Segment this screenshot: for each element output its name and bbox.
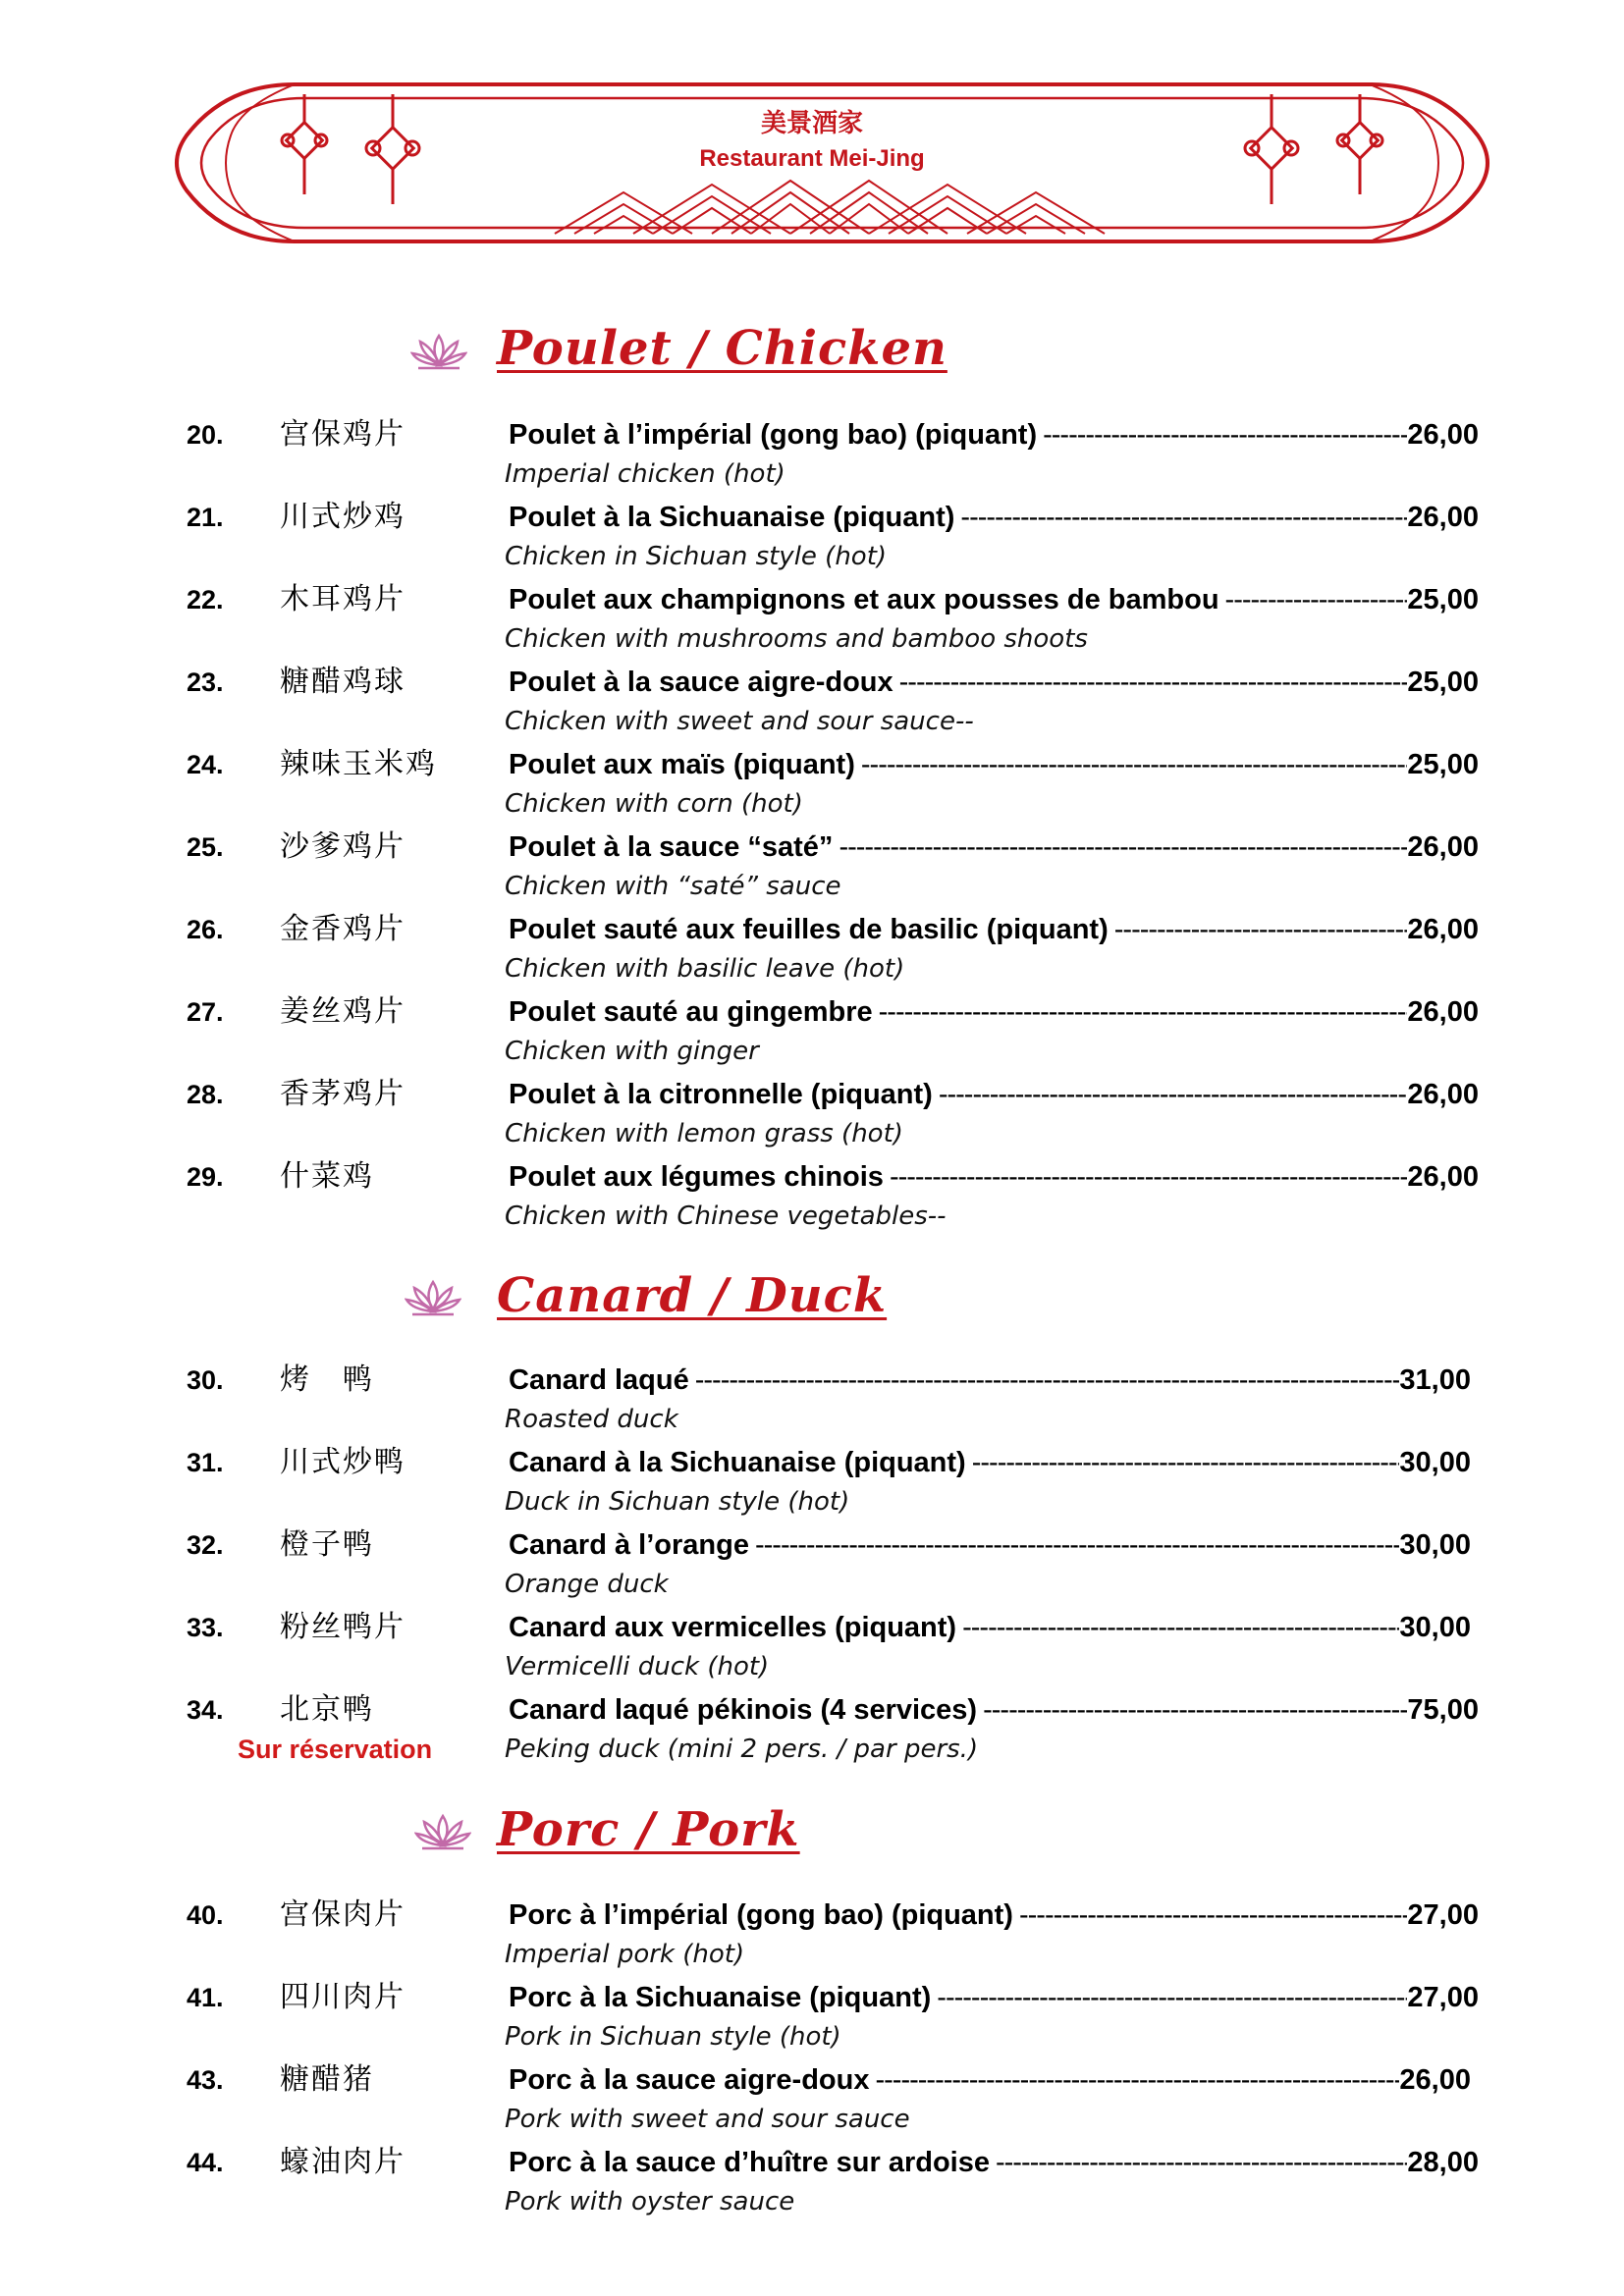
item-english-name: Chicken with “saté” sauce [505,872,841,901]
lotus-icon [405,1278,461,1317]
item-french-name: Poulet à la citronnelle (piquant) [509,1079,933,1110]
menu-item [0,992,1624,1075]
item-price: 25,00 [1407,667,1479,698]
item-english-name: Chicken with basilic leave (hot) [505,954,905,984]
item-price: 75,00 [1407,1694,1479,1726]
item-english-name: Roasted duck [505,1405,678,1434]
item-price: 26,00 [1407,914,1479,945]
item-french-name: Poulet sauté au gingembre [509,996,873,1028]
item-chinese-name: 四川肉片 [280,1980,406,2014]
item-chinese-name: 什菜鸡 [280,1159,374,1194]
item-chinese-name: 糖醋猪 [280,2062,374,2097]
item-english-name: Vermicelli duck (hot) [505,1652,770,1682]
item-french-name: Poulet aux champignons et aux pousses de bambou [509,584,1219,615]
item-chinese-name: 金香鸡片 [280,912,406,946]
item-chinese-name: 糖醋鸡球 [280,665,406,699]
item-french-name: Porc à la Sichuanaise (piquant) [509,1982,932,2013]
section-title-chicken: Poulet / Chicken [497,321,947,376]
item-price: 30,00 [1399,1612,1471,1643]
item-price: 26,00 [1407,419,1479,451]
item-french-name: Poulet aux légumes chinois [509,1161,884,1193]
item-chinese-name: 北京鸭 [280,1692,374,1727]
leader-dots [931,1978,1407,2017]
menu-item [0,580,1624,663]
item-french-name: Porc à l’impérial (gong bao) (piquant) [509,1899,1013,1931]
menu-item [0,1608,1624,1690]
menu-item [0,2060,1624,2143]
item-english-name: Chicken with corn (hot) [505,789,803,819]
mountain-wave-icon [555,181,1105,234]
item-number: 24. [187,750,224,779]
item-price: 30,00 [1399,1447,1471,1478]
item-french-name: Canard laqué pékinois (4 services) [509,1694,978,1726]
item-price: 26,00 [1399,2064,1471,2096]
leader-dots [1013,1896,1407,1935]
leader-dots [933,1075,1408,1114]
item-chinese-name: 蠔油肉片 [280,2145,406,2179]
item-english-name: Chicken with ginger [505,1037,759,1066]
leader-dots [1219,580,1408,619]
menu-item [0,1157,1624,1240]
item-french-name: Canard à l’orange [509,1529,749,1561]
reservation-note: Sur réservation [238,1735,433,1764]
menu-item [0,1443,1624,1525]
leader-dots [1037,415,1407,454]
item-price: 27,00 [1407,1899,1479,1931]
item-number: 31. [187,1448,224,1477]
item-price: 26,00 [1407,502,1479,533]
leader-dots [833,828,1407,867]
menu-item [0,663,1624,745]
item-chinese-name: 宫保鸡片 [280,417,406,452]
item-english-name: Chicken with sweet and sour sauce-- [505,707,974,736]
item-chinese-name: 烤 鸭 [280,1362,374,1397]
item-number: 20. [187,420,224,450]
item-number: 28. [187,1080,224,1109]
menu-item [0,1361,1624,1443]
item-chinese-name: 川式炒鸭 [280,1445,406,1479]
menu-item [0,415,1624,498]
lotus-icon [410,332,467,371]
item-french-name: Porc à la sauce d’huître sur ardoise [509,2147,990,2178]
section-title-duck: Canard / Duck [497,1268,888,1323]
menu-item [0,1690,1624,1773]
item-english-name: Chicken with Chinese vegetables-- [505,1201,947,1231]
item-number: 43. [187,2065,224,2095]
leader-dots [977,1690,1407,1730]
item-number: 21. [187,503,224,532]
item-number: 40. [187,1900,224,1930]
menu-item [0,1525,1624,1608]
restaurant-chinese-name: 美景酒家 [760,109,863,138]
item-number: 29. [187,1162,224,1192]
lotus-icon [414,1812,471,1851]
item-english-name: Pork with sweet and sour sauce [505,2105,910,2134]
leader-dots [873,992,1408,1032]
item-price: 25,00 [1407,749,1479,780]
leader-dots [966,1443,1400,1482]
item-number: 22. [187,585,224,614]
item-french-name: Canard aux vermicelles (piquant) [509,1612,957,1643]
item-chinese-name: 宫保肉片 [280,1897,406,1932]
item-english-name: Pork with oyster sauce [505,2187,795,2216]
item-price: 28,00 [1407,2147,1479,2178]
item-english-name: Peking duck (mini 2 pers. / par pers.) [505,1735,979,1764]
item-english-name: Imperial pork (hot) [505,1940,745,1969]
menu-item [0,910,1624,992]
item-french-name: Poulet à la sauce “saté” [509,831,834,863]
restaurant-name: Restaurant Mei-Jing [699,145,925,172]
item-chinese-name: 橙子鸭 [280,1527,374,1562]
leader-dots [893,663,1408,702]
menu-item [0,498,1624,580]
leader-dots [749,1525,1399,1565]
item-chinese-name: 香茅鸡片 [280,1077,406,1111]
item-chinese-name: 辣味玉米鸡 [280,747,437,781]
item-french-name: Poulet aux maïs (piquant) [509,749,855,780]
item-french-name: Canard à la Sichuanaise (piquant) [509,1447,966,1478]
leader-dots [855,745,1408,784]
leader-dots [689,1361,1400,1400]
leader-dots [869,2060,1399,2100]
item-price: 25,00 [1407,584,1479,615]
item-price: 27,00 [1407,1982,1479,2013]
item-number: 23. [187,667,224,697]
leader-dots [954,498,1407,537]
item-price: 26,00 [1407,996,1479,1028]
item-chinese-name: 川式炒鸡 [280,500,406,534]
item-chinese-name: 粉丝鸭片 [280,1610,406,1644]
item-price: 26,00 [1407,1161,1479,1193]
item-price: 31,00 [1399,1364,1471,1396]
item-english-name: Imperial chicken (hot) [505,459,785,489]
menu-item [0,1075,1624,1157]
item-french-name: Poulet à la sauce aigre-doux [509,667,893,698]
item-number: 41. [187,1983,224,2012]
leader-dots [884,1157,1407,1197]
header-titles [0,106,1624,177]
item-french-name: Porc à la sauce aigre-doux [509,2064,870,2096]
menu-item [0,1896,1624,1978]
menu-item [0,2143,1624,2225]
item-number: 26. [187,915,224,944]
item-chinese-name: 木耳鸡片 [280,582,406,616]
section-title-pork: Porc / Pork [497,1802,800,1857]
item-number: 34. [187,1695,224,1725]
item-french-name: Poulet à l’impérial (gong bao) (piquant) [509,419,1038,451]
item-number: 32. [187,1530,224,1560]
item-price: 30,00 [1399,1529,1471,1561]
menu-item [0,1978,1624,2060]
item-chinese-name: 姜丝鸡片 [280,994,406,1029]
item-english-name: Chicken in Sichuan style (hot) [505,542,888,571]
item-price: 26,00 [1407,831,1479,863]
item-english-name: Chicken with lemon grass (hot) [505,1119,903,1148]
item-price: 26,00 [1407,1079,1479,1110]
menu-item [0,745,1624,828]
item-number: 27. [187,997,224,1027]
item-french-name: Poulet sauté aux feuilles de basilic (piquant) [509,914,1109,945]
item-english-name: Duck in Sichuan style (hot) [505,1487,850,1517]
leader-dots [990,2143,1407,2182]
leader-dots [1109,910,1408,949]
leader-dots [956,1608,1399,1647]
item-french-name: Canard laqué [509,1364,689,1396]
item-chinese-name: 沙爹鸡片 [280,829,406,864]
item-french-name: Poulet à la Sichuanaise (piquant) [509,502,955,533]
item-number: 44. [187,2148,224,2177]
item-english-name: Pork in Sichuan style (hot) [505,2022,841,2052]
item-number: 25. [187,832,224,862]
item-english-name: Orange duck [505,1570,669,1599]
item-number: 33. [187,1613,224,1642]
item-english-name: Chicken with mushrooms and bamboo shoots [505,624,1088,654]
menu-item [0,828,1624,910]
item-number: 30. [187,1365,224,1395]
